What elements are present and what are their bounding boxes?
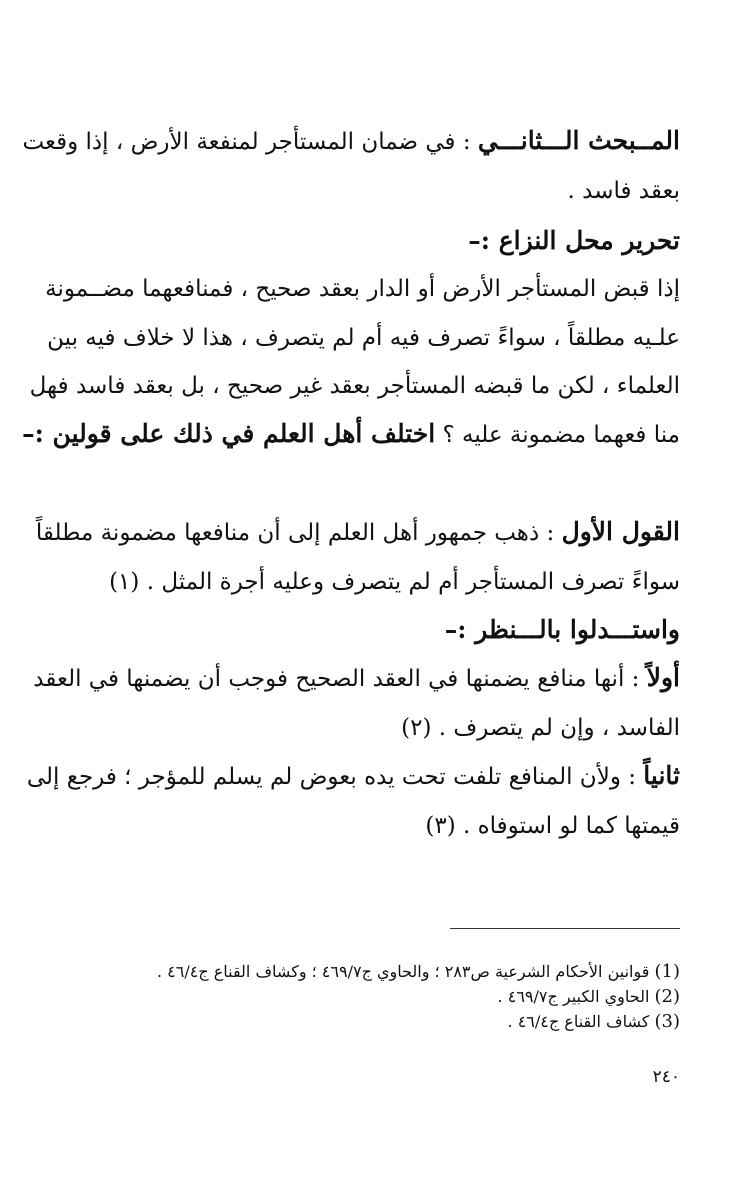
evidence-second-line-1 (26, 760, 680, 793)
footnote-1 (80, 961, 680, 983)
evidence-first-line-2: الفاسد ، وإن لم يتصرف . (٢) (401, 715, 680, 741)
section-title: المــبحث الـــثانـــي (477, 126, 680, 155)
evidence-second-line-2: قيمتها كما لو استوفاه . (٣) (425, 813, 680, 839)
dispute-two-opinions: اختلف أهل العلم في ذلك على قولين :– (22, 419, 436, 448)
footnote-3-text: كشاف القناع ج٤٦/٤ . (507, 1012, 655, 1031)
dispute-line-1: إذا قبض المستأجر الأرض أو الدار بعقد صحيح ، فمنافعهما مضــمونة (45, 276, 680, 302)
page-number: ٢٤٠ (652, 1067, 680, 1087)
evidence-first-label: أولاً (646, 663, 680, 692)
evidence-second-label: ثانياً (643, 761, 680, 790)
evidence-heading: واستـــدلوا بالـــنظر :– (444, 615, 680, 644)
section-title-rest: : في ضمان المستأجر لمنفعة الأرض ، إذا وقعت (22, 129, 478, 155)
section-title-line (22, 125, 680, 158)
footnote-3-number: (3) (654, 1011, 680, 1032)
dispute-question: منا فعهما مضمونة عليه ؟ (435, 422, 680, 448)
footnote-1-text: قوانين الأحكام الشرعية ص٢٨٣ ؛ والحاوي ج٤٦٩/٧ ؛ وكشاف القناع ج٤٦/٤ . (156, 962, 655, 981)
evidence-first-line-1 (33, 662, 680, 695)
dispute-line-2: علـيه مطلقاً ، سواءً تصرف فيه أم لم يتصرف ، هذا لا خلاف فيه بين (47, 325, 680, 351)
footnote-2-text: الحاوي الكبير ج٤٦٩/٧ . (497, 987, 655, 1006)
dispute-heading: تحرير محل النزاع :– (468, 226, 680, 255)
first-opinion-line-2: سواءً تصرف المستأجر أم لم يتصرف وعليه أجرة المثل . (١) (109, 569, 680, 595)
first-opinion-line-1 (35, 516, 680, 549)
footnote-3 (80, 1011, 680, 1033)
footnote-2 (80, 986, 680, 1008)
dispute-line-4 (22, 418, 680, 451)
first-opinion-label: القول الأول (561, 517, 680, 546)
dispute-line-3: العلماء ، لكن ما قبضه المستأجر بعقد غير صحيح ، بل بعقد فاسد فهل (29, 373, 680, 399)
section-title-line-2: بعقد فاسد . (567, 178, 680, 204)
footnote-2-number: (2) (654, 986, 680, 1007)
first-opinion-text: : ذهب جمهور أهل العلم إلى أن منافعها مضمونة مطلقاً (35, 520, 562, 546)
evidence-second-text: : ولأن المنافع تلفت تحت يده بعوض لم يسلم للمؤجر ؛ فرجع إلى (26, 764, 644, 790)
evidence-first-text: : أنها منافع يضمنها في العقد الصحيح فوجب أن يضمنها في العقد (33, 666, 647, 692)
footnote-divider (450, 928, 680, 929)
footnote-1-number: (1) (654, 961, 680, 982)
